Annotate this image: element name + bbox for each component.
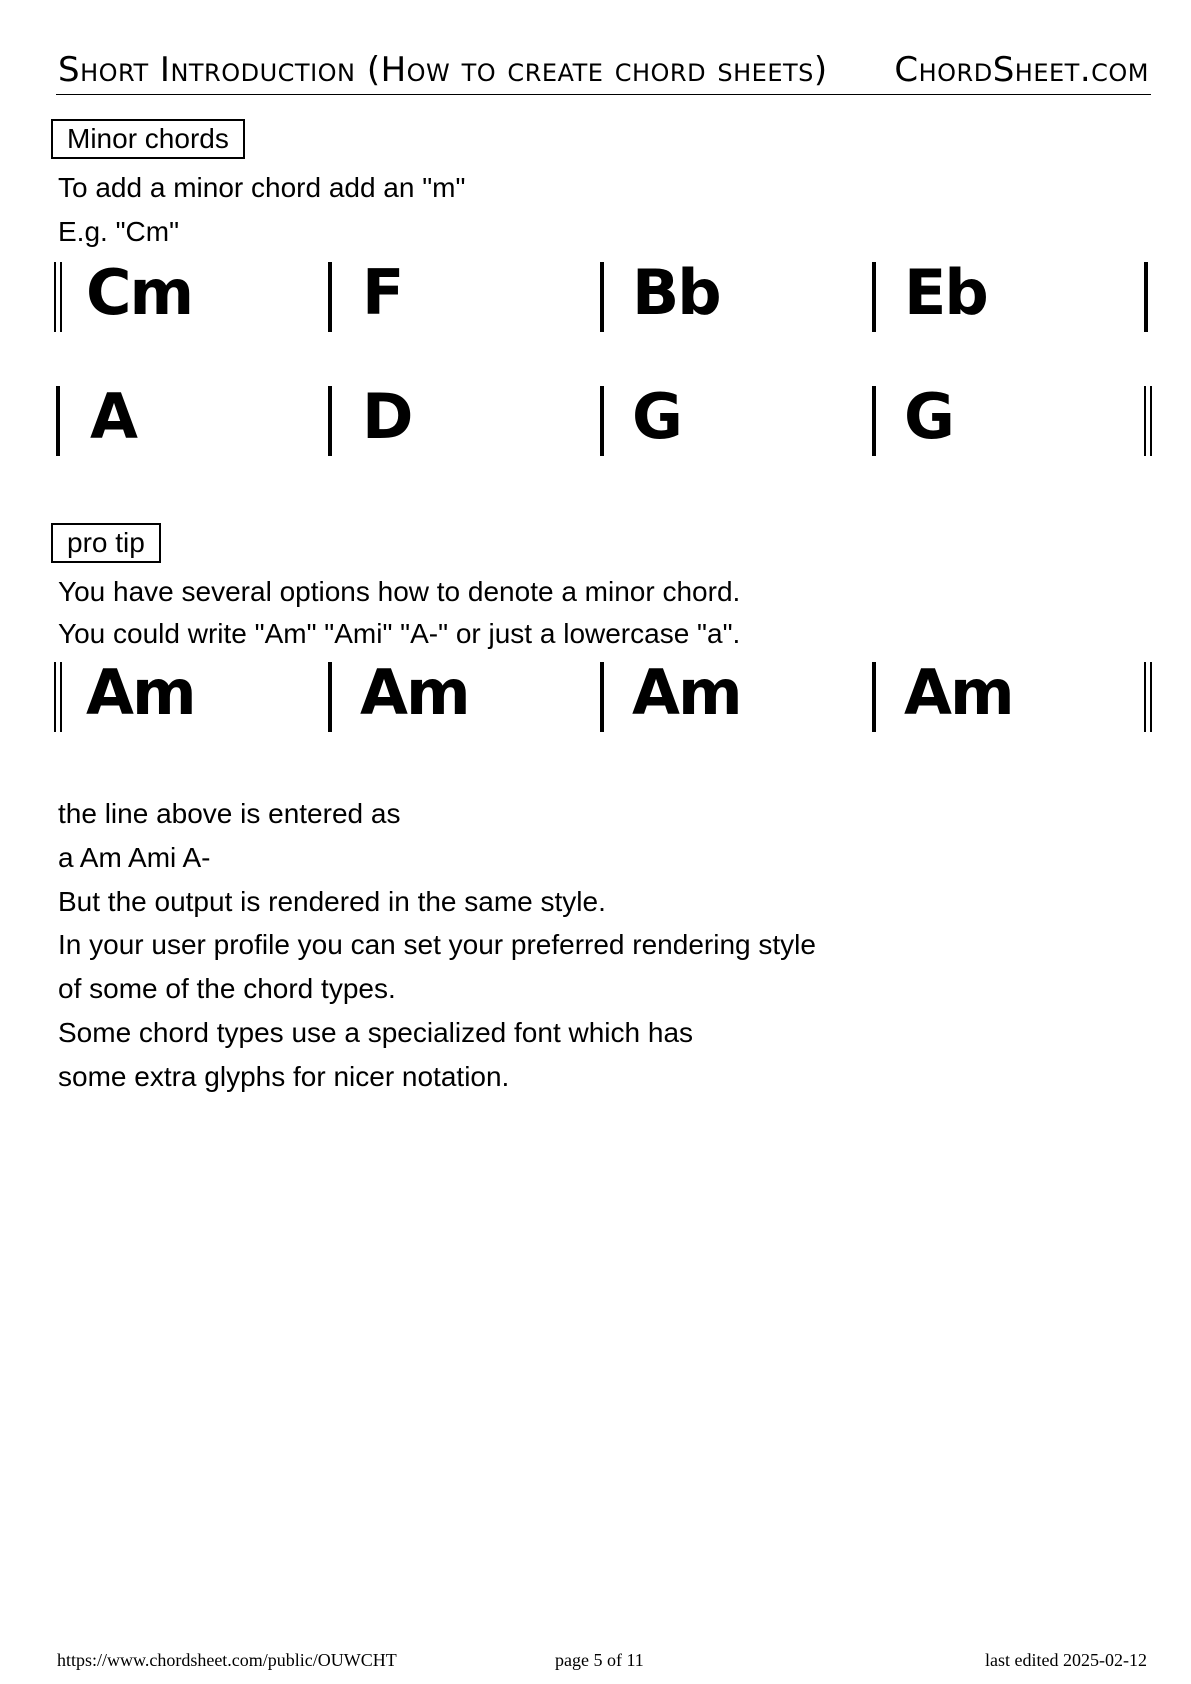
footer-page-number: page 5 of 11 [555,1650,644,1670]
chord: F [362,256,403,329]
barline [872,386,876,456]
page-header [56,44,1151,95]
barline [1144,262,1148,332]
note-line: But the output is rendered in the same style. [58,886,606,917]
chord-row-2 [54,380,1152,458]
barline [600,262,604,332]
barline [872,662,876,732]
note-line: In your user profile you can set your preferred rendering style [58,929,816,960]
section-tag-minor-chords: Minor chords [51,119,245,159]
footer-url[interactable]: https://www.chordsheet.com/public/OUWCHT [57,1650,397,1670]
barline [56,386,60,456]
barline [328,262,332,332]
chord-row-1 [54,256,1152,334]
chord: Bb [632,256,720,329]
barline [328,386,332,456]
chord: Am [904,656,1013,729]
note-line: the line above is entered as [58,798,401,829]
chord: Am [632,656,741,729]
chord: D [362,380,412,453]
double-barline [1144,662,1146,732]
chord-row-3 [54,656,1152,734]
section-tag-pro-tip: pro tip [51,523,161,563]
barline [872,262,876,332]
barline [328,662,332,732]
double-barline [1144,386,1146,456]
chord: Eb [904,256,987,329]
chord: A [90,380,136,453]
text-line: You have several options how to denote a minor chord. [58,576,741,607]
page-title: Short Introduction (How to create chord sheets) [58,50,828,90]
double-barline [54,262,56,332]
chord: G [904,380,953,453]
site-name: ChordSheet.com [894,50,1149,90]
double-barline [54,662,56,732]
text-line: E.g. "Cm" [58,216,180,247]
barline [600,662,604,732]
chord: Am [86,656,195,729]
chord: Cm [86,256,193,329]
footer-last-edited: last edited 2025-02-12 [985,1650,1147,1670]
chord: Am [360,656,469,729]
note-line: Some chord types use a specialized font which has [58,1017,694,1048]
text-line: To add a minor chord add an "m" [58,172,466,203]
note-line: some extra glyphs for nicer notation. [58,1061,510,1092]
barline [600,386,604,456]
text-line: You could write "Am" "Ami" "A-" or just a lowercase "a". [58,618,741,649]
chord: G [632,380,681,453]
note-line: a Am Ami A- [58,842,211,873]
note-line: of some of the chord types. [58,973,396,1004]
